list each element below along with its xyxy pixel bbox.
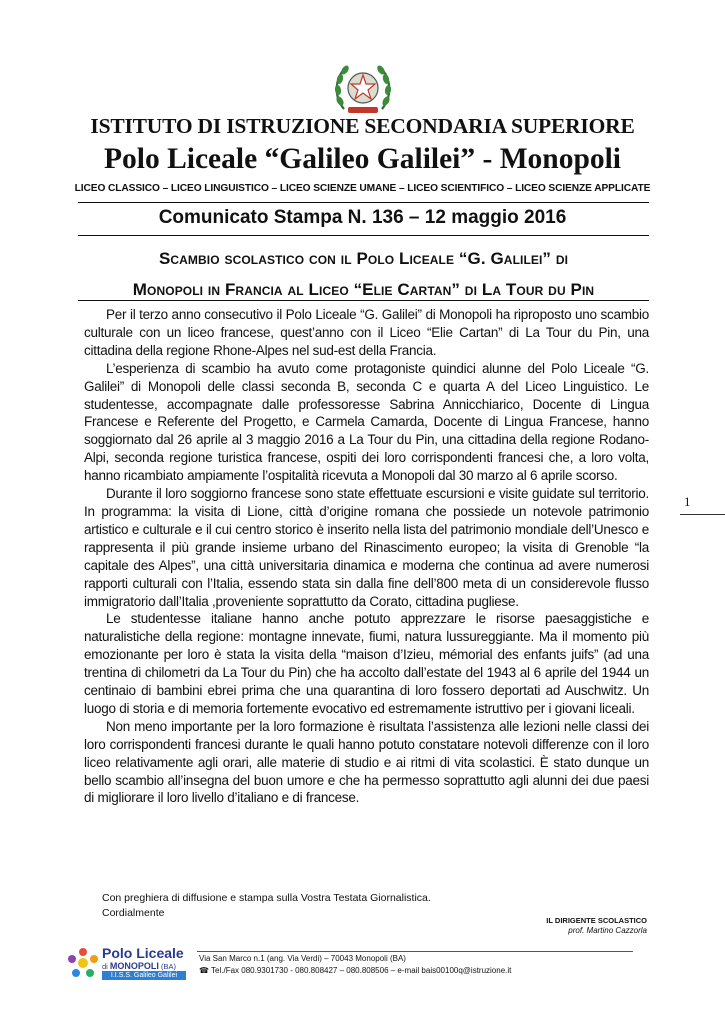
logo-title: Polo Liceale <box>102 945 184 961</box>
footer-divider <box>197 951 633 952</box>
star-logo-icon <box>66 946 100 980</box>
closing <box>102 891 431 921</box>
logo-subtitle: di MONOPOLI (BA) <box>102 961 177 971</box>
closing-line-1: Con preghiera di diffusione e stampa sulla Vostra Testata Giornalistica. <box>102 892 431 904</box>
school-name: Polo Liceale “Galileo Galilei” - Monopoli <box>103 143 621 175</box>
headline-line-1: Scambio scolastico con il Polo Liceale “G. Galilei” di <box>158 249 569 268</box>
signature-title: IL DIRIGENTE SCOLASTICO <box>546 916 647 925</box>
school-logo <box>66 946 191 982</box>
paragraph: L’esperienza di scambio ha avuto come protagoniste quindici alunne del Polo Liceale “G. Galilei” di Monopoli delle classi seconda B, seconda C e quarta A del Liceo Linguistico. Le studentesse, accompagnate dalle professoresse Sabrina Annicchiarico, Docente di Lingua Francese e Referente del Progetto, e Carmela Camarda, Docente di Lingua Francese, hanno soggiornato dal 26 aprile al 3 maggio 2016 a La Tour du Pin, una cittadina della regione Rodano-Alpi, seconda regione turistica francese, ospiti dei loro corrispondenti francesi che, a loro volta, hanno ricambiato ampiamente l’ospitalità ricevuta a Monopoli dal 30 marzo al 6 aprile scorso. <box>84 360 649 484</box>
footer-contacts: ☎ Tel./Fax 080.9301730 - 080.808427 – 080.808506 – e-mail bais00100q@istruzione.it <box>199 966 512 975</box>
paragraph: Non meno importante per la loro formazione è risultata l’assistenza alle lezioni nelle classi dei loro corrispondenti francesi durante le quali hanno potuto constatare notevoli differenze con il loro liceo relativamente agli orari, alle materie di studio e ai ritmi di vita scolastici. È stato dunque un bello scambio all’insegna del buon umore e che ha permesso soprattutto agli alunni dei due paesi di migliorare il loro livello d’italiano e di francese. <box>84 718 649 806</box>
italian-republic-emblem-icon <box>332 57 394 121</box>
footer-address: Via San Marco n.1 (ang. Via Verdi) – 70043 Monopoli (BA) <box>199 954 406 963</box>
headline <box>78 243 649 305</box>
signature-name: prof. Martino Cazzorla <box>568 926 647 935</box>
telephone-icon: ☎ <box>199 966 212 975</box>
header-divider <box>78 202 649 203</box>
logo-city: MONOPOLI <box>109 961 159 971</box>
page-number-rule <box>680 514 725 515</box>
institute-line: ISTITUTO DI ISTRUZIONE SECONDARIA SUPERIORE <box>90 114 635 138</box>
headline-divider <box>78 300 649 301</box>
headline-line-2: Monopoli in Francia al Liceo “Elie Cartan” di La Tour du Pin <box>132 280 595 299</box>
page-number: 1 <box>684 494 691 509</box>
paragraph: Per il terzo anno consecutivo il Polo Liceale “G. Galilei” di Monopoli ha riproposto uno scambio culturale con un liceo francese, quest’anno con il Liceo “Elie Cartan” di La Tour du Pin, una cittadina della regione Rhone-Alpes nel sud-est della Francia. <box>84 307 649 358</box>
logo-bar: I.I.S.S. Galileo Galilei <box>102 971 186 980</box>
paragraph: Le studentesse italiane hanno anche potuto apprezzare le risorse paesaggistiche e naturalistiche della regione: montagne innevate, fiumi, natura lussureggiante. Ma il momento più emozionante per loro è stata la visita della “maison d’Izieu, mémorial des enfants juifs” (ad una trentina di chilometri da La Tour du Pin) che ha accolto dall’estate del 1943 al 6 aprile del 1944 un centinaio di bambini ebrei prima che una quarantina di loro fossero deportati ad Auschwitz. Un luogo di storia e di memoria fortemente evocativo ed estremamente istruttivo per i giovani liceali. <box>84 611 649 716</box>
school-branches: LICEO CLASSICO – LICEO LINGUISTICO – LICEO SCIENZE UMANE – LICEO SCIENTIFICO – LICEO SCIENZE APPLICATE <box>74 183 651 194</box>
article-body <box>84 306 649 807</box>
press-release-divider <box>78 235 649 236</box>
press-release-title: Comunicato Stampa N. 136 – 12 maggio 2016 <box>158 207 567 228</box>
closing-line-2: Cordialmente <box>102 907 165 919</box>
paragraph: Durante il loro soggiorno francese sono state effettuate escursioni e visite guidate sul territorio. In programma: la visita di Lione, città d’origine romana che possiede un notevole patrimonio artistico e culturale e il cui centro storico è inserito nella lista del patrimonio mondiale dell’Unesco e rappresenta il più grande insieme urbano del Rinascimento europeo; la visita di Grenoble “la capitale des Alpes”, una città universitaria dinamica e moderna che continua ad avere numerosi rapporti culturali con l’Italia, essendo stata sin dalla fine dell’800 meta di un considerevole flusso immigratorio dall’Italia ,proveniente soprattutto da Corato, cittadina pugliese. <box>84 486 649 609</box>
